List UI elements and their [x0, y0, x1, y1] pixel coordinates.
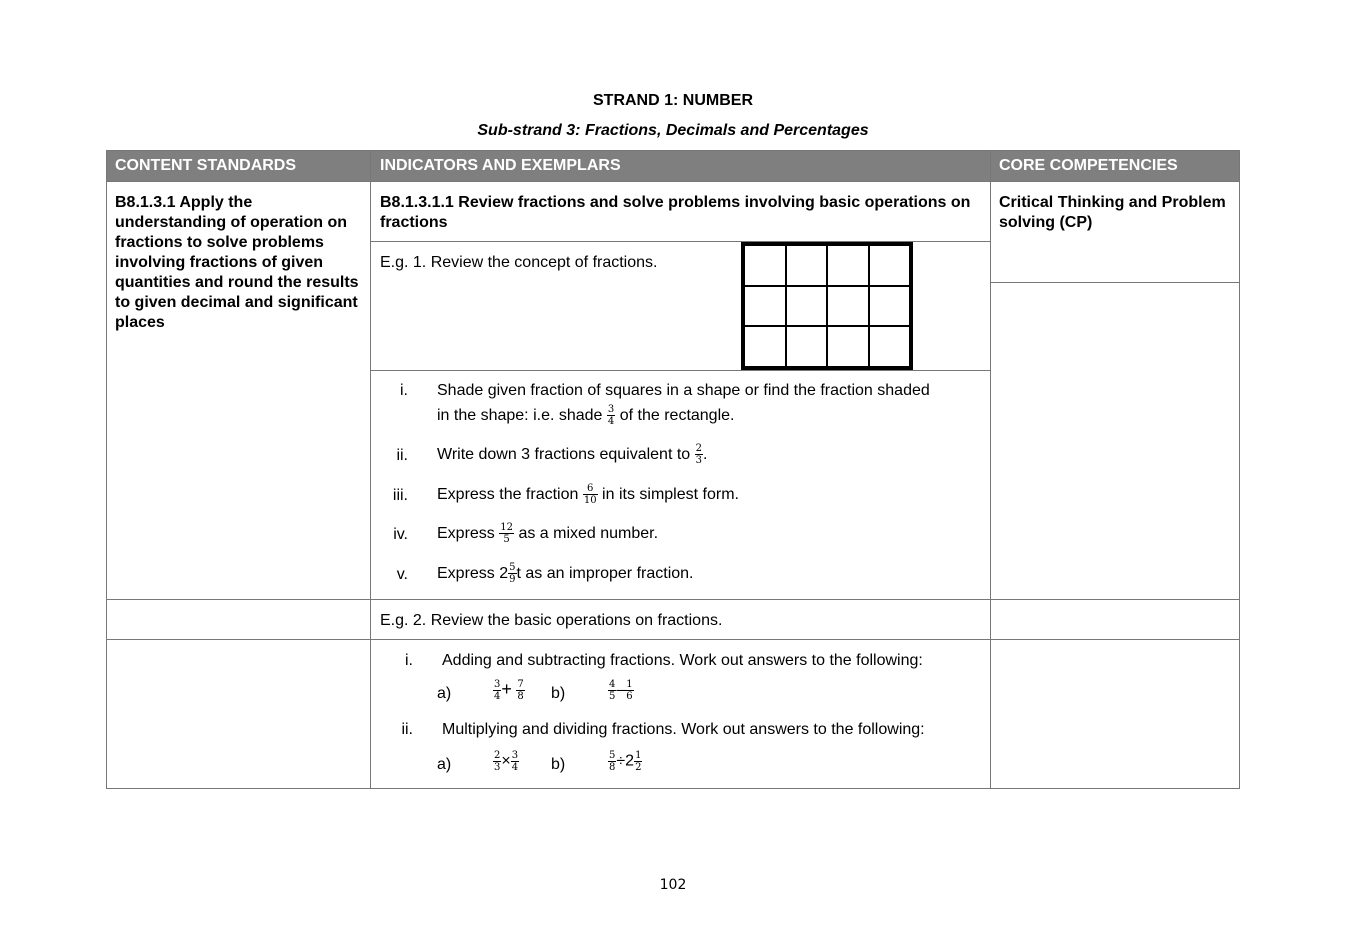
- grid-square: [744, 326, 786, 367]
- expression-add: [493, 679, 525, 702]
- grid-square: [827, 245, 869, 286]
- fraction-denominator: 2: [635, 762, 642, 773]
- fraction-numerator: 1: [626, 679, 633, 690]
- grid-square: [744, 245, 786, 286]
- grid-square: [786, 245, 828, 286]
- list-item-text: Express the fraction: [437, 486, 579, 503]
- content-standard-text: B8.1.3.1 Apply the understanding of operation on fractions to solve problems involving fractions of given quantities and round the results to given decimal and significant places: [115, 194, 359, 331]
- table-border-bottom: [106, 788, 1240, 789]
- grid-square: [786, 286, 828, 327]
- grid-square: [869, 326, 911, 367]
- expression-div: [608, 750, 642, 773]
- fraction-numerator: 3: [511, 750, 519, 761]
- operator: ÷2: [616, 752, 635, 770]
- fraction-denominator: 3: [695, 455, 702, 467]
- substrand-title: Sub-strand 3: Fractions, Decimals and Percentages: [477, 122, 869, 139]
- fraction: [634, 750, 642, 773]
- label-a: a): [437, 756, 452, 773]
- fraction-denominator: 5: [609, 691, 616, 702]
- list-item: [437, 561, 693, 586]
- fraction-denominator: 5: [503, 534, 510, 546]
- grid-square: [869, 245, 911, 286]
- list-item: [437, 378, 985, 428]
- eg2-text: E.g. 2. Review the basic operations on fractions.: [380, 612, 723, 629]
- grid-square: [827, 286, 869, 327]
- grid-square: [786, 326, 828, 367]
- list-item-number: ii.: [396, 447, 408, 464]
- operator: +: [501, 679, 512, 699]
- fraction-denominator: 8: [609, 762, 616, 773]
- fraction: [516, 679, 524, 702]
- list-item-text: .: [703, 446, 708, 463]
- fraction-numerator: 12: [500, 522, 513, 534]
- fraction: [499, 522, 514, 545]
- core-competency-text: Critical Thinking and Problem solving (CP): [999, 194, 1226, 231]
- label-b: b): [551, 756, 566, 773]
- list-item-text: Express: [437, 525, 495, 542]
- expression-mul: [493, 750, 519, 773]
- list-item-text: as a mixed number.: [518, 525, 659, 542]
- list-item-text: t as an improper fraction.: [516, 565, 694, 582]
- list-item-number: v.: [396, 566, 408, 583]
- page-number: 102: [659, 877, 687, 893]
- list-item: [437, 442, 707, 467]
- fraction: [583, 483, 598, 506]
- expression-sub: [608, 679, 634, 702]
- fraction: [508, 562, 516, 585]
- fraction: [607, 404, 615, 427]
- header-content-standards: CONTENT STANDARDS: [115, 157, 297, 174]
- grid-square: [827, 326, 869, 367]
- list-item-number: ii.: [401, 721, 413, 738]
- grid-square: [744, 286, 786, 327]
- row-divider-2: [106, 639, 1240, 640]
- fraction-numerator: 3: [494, 679, 501, 691]
- operator: –: [616, 681, 626, 699]
- eg1-text: E.g. 1. Review the concept of fractions.: [380, 254, 658, 271]
- fraction-numerator: 1: [635, 750, 642, 761]
- fraction-numerator: 7: [517, 679, 524, 691]
- list-item-number: i.: [405, 652, 413, 669]
- list-item: [437, 521, 658, 546]
- fraction-denominator: 8: [517, 691, 524, 703]
- list-item-text: Shade given fraction of squares in a shape or find the fraction shaded: [437, 382, 930, 399]
- fraction-denominator: 10: [583, 495, 597, 507]
- list-item-text: in the shape: i.e. shade: [437, 407, 603, 424]
- list-item-text: in its simplest form.: [602, 486, 739, 503]
- fraction-numerator: 4: [609, 679, 616, 690]
- fraction-denominator: 3: [494, 762, 501, 773]
- label-b: b): [551, 685, 566, 702]
- header-core-competencies: CORE COMPETENCIES: [999, 157, 1178, 174]
- table-border-left: [106, 150, 107, 789]
- fraction-denominator: 9: [509, 574, 516, 586]
- fraction: [695, 443, 703, 466]
- table-border-right: [1239, 150, 1240, 789]
- list-item-text: Express 2: [437, 565, 509, 582]
- fraction-numerator: 2: [695, 443, 702, 455]
- list-item-text: Adding and subtracting fractions. Work out answers to the following:: [442, 652, 923, 669]
- fraction-denominator: 4: [494, 691, 501, 703]
- header-indicators: INDICATORS AND EXEMPLARS: [380, 157, 621, 174]
- fraction-denominator: 6: [626, 691, 633, 702]
- fraction-denominator: 4: [607, 416, 615, 428]
- list-item-number: i.: [400, 382, 408, 399]
- fraction-numerator: 6: [583, 483, 598, 495]
- fraction: [511, 750, 519, 773]
- list-item-text: Write down 3 fractions equivalent to: [437, 446, 691, 463]
- indicator-text: B8.1.3.1.1 Review fractions and solve problems involving basic operations on fractions: [380, 194, 971, 231]
- fraction-numerator: 5: [509, 562, 516, 574]
- operator: ×: [501, 752, 511, 770]
- list-item-text: of the rectangle.: [619, 407, 735, 424]
- competency-divider: [990, 282, 1239, 283]
- list-item: [437, 482, 739, 507]
- strand-title: STRAND 1: NUMBER: [593, 92, 753, 109]
- grid-square: [869, 286, 911, 327]
- eg1-divider: [370, 370, 990, 371]
- header-bottom-line: [106, 181, 1240, 182]
- row-divider-1: [106, 599, 1240, 600]
- fraction-numerator: 5: [609, 750, 616, 761]
- list-item-text: Multiplying and dividing fractions. Work out answers to the following:: [442, 721, 925, 738]
- fraction: [625, 679, 633, 702]
- list-item-number: iv.: [393, 526, 408, 543]
- fraction-numerator: 3: [607, 404, 615, 416]
- fraction-numerator: 2: [494, 750, 501, 761]
- label-a: a): [437, 685, 452, 702]
- column-divider-1: [370, 150, 371, 789]
- fraction-denominator: 4: [511, 762, 519, 773]
- fraction-rectangle-grid: [741, 242, 913, 370]
- table-border-top: [106, 150, 1240, 151]
- column-divider-2: [990, 150, 991, 789]
- list-item-number: iii.: [392, 487, 408, 504]
